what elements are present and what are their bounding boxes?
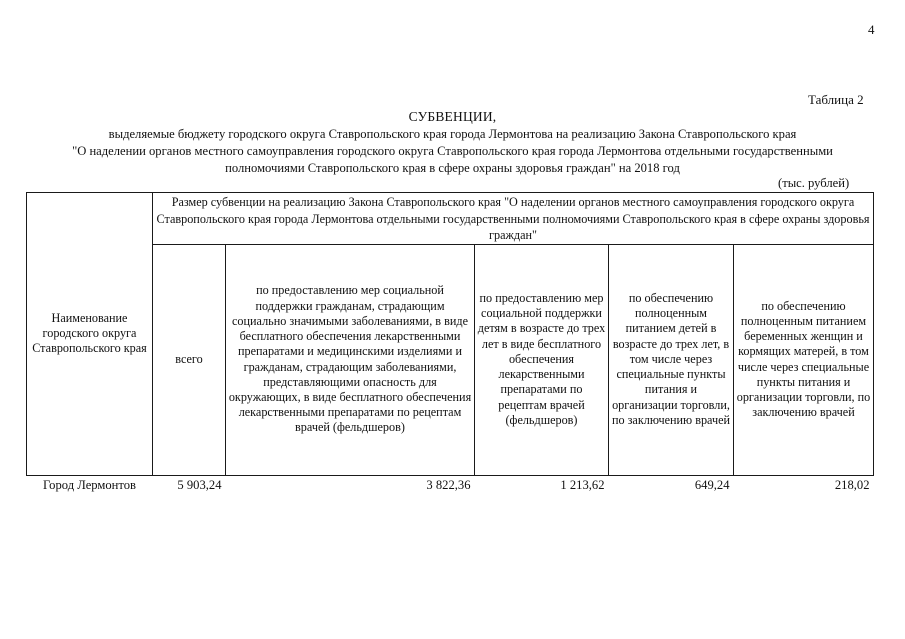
row-municipality-name: Город Лермонтов [43,477,136,492]
header-column-mothers-nutrition: по обеспечению полноценным питанием беременных женщин и кормящих матерей, в том числе через специальные пункты питания и организации торговли, по заключению врачей [734,244,874,475]
table-row [27,475,874,493]
subtitle-line-3: полномочиями Ставропольского края в сфере охраны здоровья граждан" на 2018 год [225,161,680,175]
row-value-total: 5 903,24 [177,477,222,492]
subsidy-table [26,192,874,493]
header-column-total: всего [153,244,226,475]
row-value-children-nutrition: 649,24 [694,477,730,492]
header-municipality-name: Наименование городского округа Ставропольского края [27,193,153,476]
subtitle-line-1: выделяемые бюджету городского округа Ставропольского края города Лермонтова на реализацию Закона Ставропольского края [108,127,797,141]
row-value-mothers-nutrition: 218,02 [834,477,870,492]
document-subtitle [20,126,885,177]
header-column-children-nutrition: по обеспечению полноценным питанием детей в возрасте до трех лет, в том числе через специальные пункты питания и организации торговли, по заключению врачей [609,244,734,475]
subtitle-line-2: "О наделении органов местного самоуправления городского округа Ставропольского края города Лермонтова отдельными государственными [72,144,833,158]
table-header-row-2 [27,244,874,475]
header-subsidy-group: Размер субвенции на реализацию Закона Ставропольского края "О наделении органов местного самоуправления городского округа Ставропольского края города Лермонтова отдельными государственными полномочиями Ставропольского края в сфере охраны здоровья граждан" [153,193,874,245]
unit-note: (тыс. рублей) [778,176,850,190]
row-value-social-support-diseases: 3 822,36 [426,477,471,492]
row-value-children-medicines: 1 213,62 [560,477,605,492]
document-title: СУБВЕНЦИИ, [408,109,497,124]
header-column-children-medicines: по предоставлению мер социальной поддержки детям в возрасте до трех лет в виде бесплатного обеспечения лекарственными препаратами по рецептам врачей (фельдшеров) [475,244,609,475]
page-number: 4 [868,22,875,37]
header-column-social-support-diseases: по предоставлению мер социальной поддержки гражданам, страдающим социально значимыми заболеваниями, в виде бесплатного обеспечения лекарственными препаратами и медицинскими изделиями и гражданам, страдающим заболеваниями, представляющими опасность для окружающих, в виде бесплатного обеспечения лекарственными препаратами по рецептам врачей (фельдшеров) [226,244,475,475]
table-label: Таблица 2 [808,92,864,107]
table-header-row-1 [27,193,874,245]
